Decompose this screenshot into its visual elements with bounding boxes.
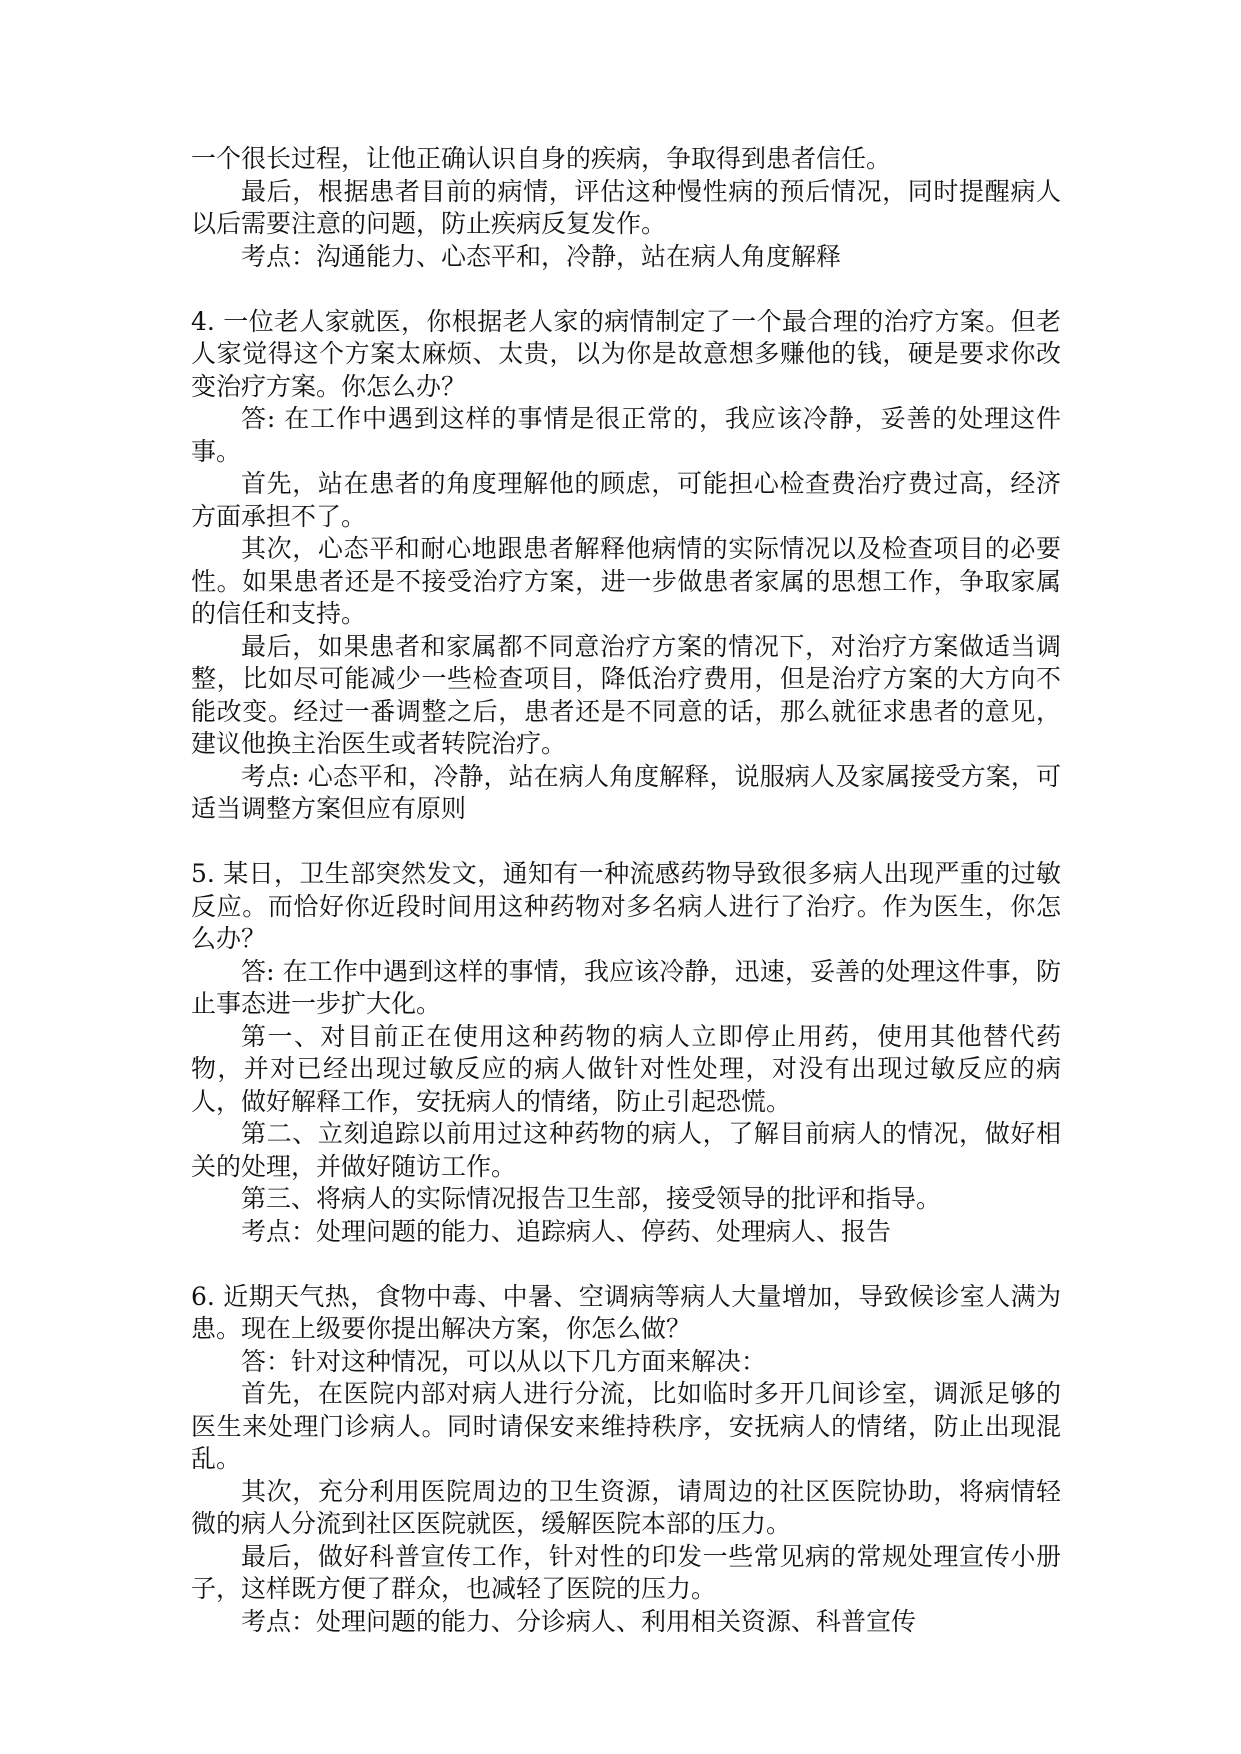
paragraph: 第三、将病人的实际情况报告卫生部，接受领导的批评和指导。: [241, 1184, 942, 1213]
paragraph-continuation: 一个很长过程，让他正确认识自身的疾病，争取得到患者信任。: [191, 144, 892, 173]
paragraph: 最后，如果患者和家属都不同意治疗方案的情况下，对治疗方案做适当调整，比如尽可能减少一些检查项目，降低治疗费用，但是治疗方案的大方向不能改变。经过一番调整之后，患者还是不同意的话，那么就征求患者的意见，建议他换主治医生或者转院治疗。: [191, 631, 1061, 758]
answer: 答：针对这种情况，可以从以下几方面来解决：: [241, 1346, 767, 1376]
paragraph: 最后，根据患者目前的病情，评估这种慢性病的预后情况，同时提醒病人以后需要注意的问题，防止疾病反复发作。: [191, 176, 1061, 238]
answer: 答: 在工作中遇到这样的事情是很正常的，我应该冷静，妥善的处理这件事。: [191, 404, 1061, 466]
question-5: 5. 某日，卫生部突然发文，通知有一种流感药物导致很多病人出现严重的过敏反应。而恰好你近段时间用这种药物对多名病人进行了治疗。作为医生，你怎么办？: [191, 859, 1061, 953]
paragraph: 首先，站在患者的角度理解他的顾虑，可能担心检查费治疗费过高，经济方面承担不了。: [191, 469, 1061, 531]
paragraph: 第一、对目前正在使用这种药物的病人立即停止用药，使用其他替代药物，并对已经出现过敏反应的病人做针对性处理，对没有出现过敏反应的病人，做好解释工作，安抚病人的情绪，防止引起恐慌。: [191, 1021, 1061, 1116]
answer: 答: 在工作中遇到这样的事情，我应该冷静，迅速，妥善的处理这件事，防止事态进一步扩大化。: [191, 956, 1061, 1018]
paragraph: 其次，心态平和耐心地跟患者解释他病情的实际情况以及检查项目的必要性。如果患者还是不接受治疗方案，进一步做患者家属的思想工作，争取家属的信任和支持。: [191, 534, 1061, 628]
key-points: 考点: 心态平和，冷静，站在病人角度解释，说服病人及家属接受方案，可适当调整方案但应有原则: [191, 761, 1061, 823]
paragraph: 其次，充分利用医院周边的卫生资源，请周边的社区医院协助，将病情轻微的病人分流到社区医院就医，缓解医院本部的压力。: [191, 1476, 1061, 1538]
question-6: 6. 近期天气热，食物中毒、中暑、空调病等病人大量增加，导致候诊室人满为患。现在上级要你提出解决方案，你怎么做？: [191, 1281, 1061, 1343]
question-4: 4. 一位老人家就医，你根据老人家的病情制定了一个最合理的治疗方案。但老人家觉得这个方案太麻烦、太贵，以为你是故意想多赚他的钱，硬是要求你改变治疗方案。你怎么办？: [191, 306, 1061, 401]
paragraph: 最后，做好科普宣传工作，针对性的印发一些常见病的常规处理宣传小册子，这样既方便了群众，也减轻了医院的压力。: [191, 1541, 1061, 1603]
key-points: 考点：处理问题的能力、追踪病人、停药、处理病人、报告: [241, 1216, 892, 1246]
paragraph: 第二、立刻追踪以前用过这种药物的病人，了解目前病人的情况，做好相关的处理，并做好随访工作。: [191, 1119, 1061, 1181]
paragraph: 首先，在医院内部对病人进行分流，比如临时多开几间诊室，调派足够的医生来处理门诊病人。同时请保安来维持秩序，安抚病人的情绪，防止出现混乱。: [191, 1379, 1061, 1473]
key-points: 考点：沟通能力、心态平和，冷静，站在病人角度解释: [241, 241, 842, 271]
key-points: 考点：处理问题的能力、分诊病人、利用相关资源、科普宣传: [241, 1606, 917, 1636]
